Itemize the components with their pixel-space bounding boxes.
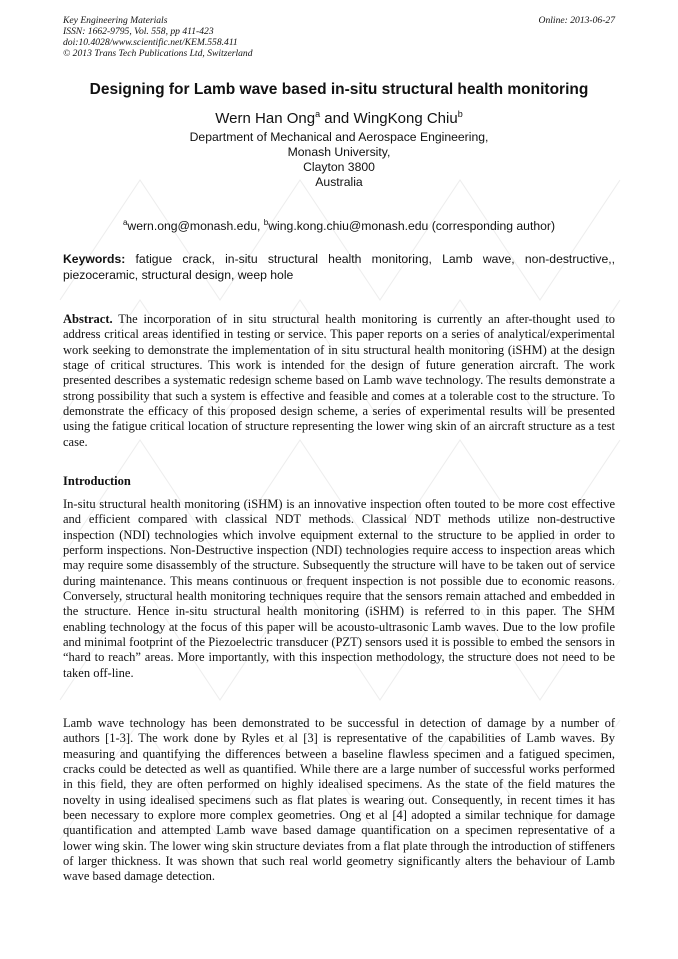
- introduction-paragraph-2: Lamb wave technology has been demonstrated to be successful in detection of damage by a number of authors [1-3]. The work done by Ryles et al [3] is representative of the capabilities of Lamb waves. By measuring and quantifying the differences between a baseline flawless specimen and a fatigued specimen, cracks could be detected as well as quantified. While there are a large number of successful works performed in this field, they are often performed on highly idealised specimens. As the state of the field matures the novelty in using idealised specimens such as flat plates is wearing out. Consequently, in recent times it has been necessary to explore more complex geometries. Ong et al [4] adopted a similar technique for damage quantification and attempted Lamb wave based damage quantification on a specimen representative of a lower wing skin. The lower wing skin structure deviates from a flat plate through the introduction of stiffeners of larger thickness. It was shown that such real world geometry significantly alters the behaviour of Lamb wave based damage detection.: [63, 716, 615, 884]
- keywords-label: Keywords:: [63, 252, 126, 266]
- abstract-label: Abstract.: [63, 312, 113, 326]
- paper-title: Designing for Lamb wave based in-situ structural health monitoring: [89, 81, 589, 98]
- author-2: WingKong Chiu: [353, 110, 458, 127]
- affiliation-line-1: Department of Mechanical and Aerospace Engineering,: [189, 130, 489, 144]
- section-heading-introduction: Introduction: [63, 474, 131, 488]
- author-1-superscript: a: [315, 109, 321, 119]
- affiliation: [40, 130, 638, 190]
- email-a-superscript: a: [122, 218, 128, 227]
- journal-issn: ISSN: 1662-9795, Vol. 558, pp 411-423: [63, 26, 214, 37]
- author-joiner: and: [320, 110, 354, 127]
- email-a[interactable]: wern.ong@monash.edu,: [127, 219, 264, 234]
- journal-name: Key Engineering Materials: [63, 15, 168, 26]
- author-1: Wern Han Ong: [215, 110, 316, 127]
- abstract-text: The incorporation of in situ structural health monitoring is currently an after-thought used to address critical areas identified in testing or service. This paper reports on a series of analytical/experimental work seeking to demonstrate the implementation of in situ structural health monitoring (iSHM) at the design stage of critical structures. This work is intended for the design of future generation aircraft. The work presented describes a systematic redesign scheme based on Lamb wave technology. The results demonstrate a strong possibility that such a system is effective and feasible and comes at a tolerable cost to the structure. To demonstrate the efficacy of this proposed design scheme, a series of experimental results will be presented using the fatigue critical location of structure representing the lower wing skin of an aircraft structure as a test case.: [63, 312, 615, 449]
- author-emails: [40, 215, 638, 234]
- online-date: Online: 2013-06-27: [538, 15, 615, 26]
- journal-doi[interactable]: doi:10.4028/www.scientific.net/KEM.558.411: [63, 37, 238, 48]
- abstract: [63, 312, 615, 450]
- journal-copyright: © 2013 Trans Tech Publications Ltd, Switzerland: [63, 48, 253, 59]
- author-2-superscript: b: [457, 109, 463, 119]
- keywords: [63, 251, 615, 283]
- affiliation-line-4: Australia: [315, 175, 363, 189]
- journal-info: [63, 15, 253, 59]
- keywords-text: fatigue crack, in-situ structural health monitoring, Lamb wave, non-destructive,, piezoceramic, structural design, weep hole: [63, 252, 615, 282]
- email-b[interactable]: wing.kong.chiu@monash.edu (corresponding author): [268, 219, 556, 234]
- introduction-paragraph-1: In-situ structural health monitoring (iSHM) is an innovative inspection often touted to be more cost effective and efficient compared with classical NDT methods. Classical NDT methods utilize non-destructive inspection (NDI) technologies which involve equipment external to the structure to be applied in order to perform inspections. Non-Destructive inspection (NDI) technologies require access to inspection areas which may require some disassembly of the structure. Subsequently the structure will have to be taken out of service during maintenance. This means continuous or frequent inspection is not possible due to economic reasons. Conversely, structural health monitoring techniques require that the sensors remain attached and embedded in the structure. Hence in-situ structural health monitoring (iSHM) is referred to in this paper. The SHM enabling technology at the focus of this paper will be acousto-ultrasonic Lamb waves. Due to the low profile and minimal footprint of the Piezoelectric transducer (PZT) sensors used it is possible to embed the sensors in “hard to reach” areas. More importantly, with this inspection methodology, the structure does not need to be taken off-line.: [63, 497, 615, 680]
- email-b-superscript: b: [263, 218, 269, 227]
- affiliation-line-3: Clayton 3800: [303, 160, 375, 174]
- author-line: [40, 104, 638, 129]
- affiliation-line-2: Monash University,: [287, 145, 391, 159]
